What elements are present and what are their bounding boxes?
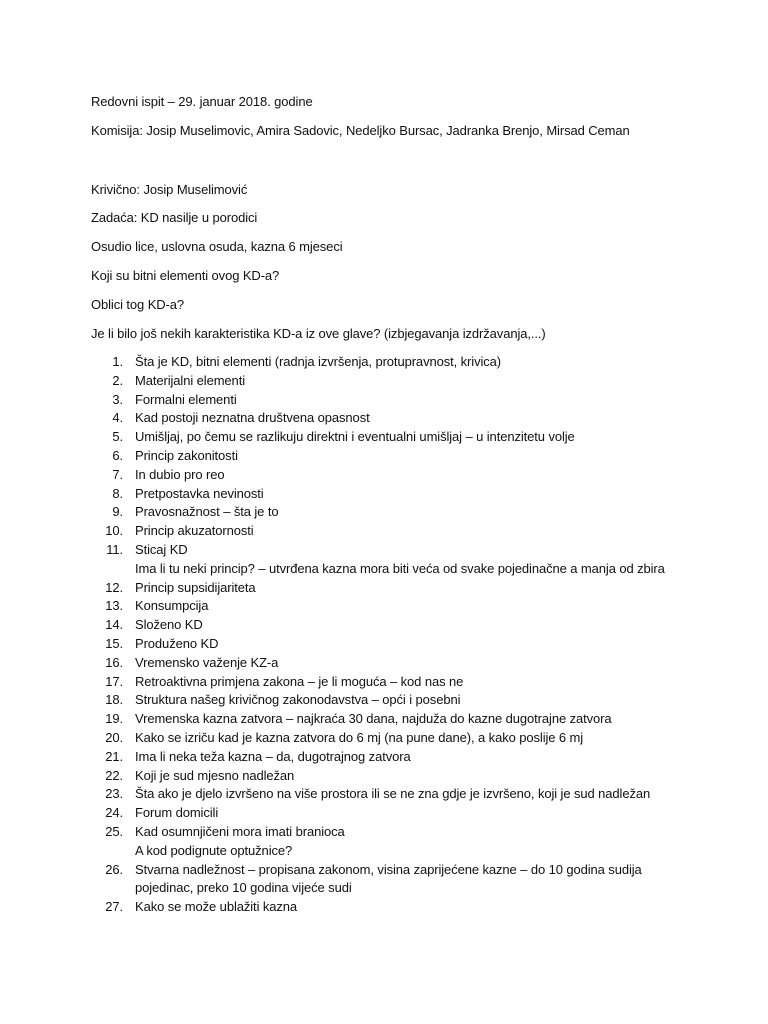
question-number: 1.: [112, 354, 123, 369]
question-item: [91, 579, 731, 598]
question-text: Materijalni elementi: [135, 372, 245, 388]
question-text: Kako se izriču kad je kazna zatvora do 6 mj (na pune dane), a kako poslije 6 mj: [135, 729, 584, 745]
question-text: Forum domicili: [135, 805, 219, 821]
question-number: 2.: [112, 372, 123, 388]
question-text: Produženo KD: [135, 635, 219, 651]
question-item: [91, 522, 731, 541]
question-number: 23.: [105, 786, 123, 802]
question-text: Šta je KD, bitni elementi (radnja izvršenja, protupravnost, krivica): [135, 354, 502, 369]
question-more-line: Je li bilo još nekih karakteristika KD-a iz ove glave? (izbjegavanja izdržavanja,...): [91, 326, 546, 341]
question-number: 18.: [105, 692, 123, 708]
question-number: 26.: [105, 861, 123, 877]
question-number: 16.: [105, 654, 123, 670]
question-number: 19.: [105, 711, 123, 727]
question-item: [91, 541, 731, 579]
question-number: 15.: [105, 635, 123, 651]
question-number: 9.: [112, 504, 123, 520]
question-text: Struktura našeg krivičnog zakonodavstva – opći i posebni: [135, 692, 461, 708]
question-number: 10.: [105, 523, 123, 539]
question-text: Konsumpcija: [135, 598, 209, 614]
question-number: 12.: [105, 579, 123, 595]
question-text: Kako se može ublažiti kazna: [135, 899, 298, 915]
question-continuation: Ima li tu neki princip? – utvrđena kazna mora biti veća od svake pojedinačne a manja od zbira: [135, 560, 665, 576]
commission-line: Komisija: Josip Muselimovic, Amira Sadovic, Nedeljko Bursac, Jadranka Brenjo, Mirsad Ceman: [91, 123, 630, 138]
question-number: 21.: [105, 748, 123, 764]
verdict-line: Osudio lice, uslovna osuda, kazna 6 mjeseci: [91, 239, 343, 254]
question-item: [91, 616, 731, 635]
question-item: [91, 466, 731, 485]
question-text: Retroaktivna primjena zakona – je li moguća – kod nas ne: [135, 673, 464, 689]
question-item: [91, 823, 731, 861]
question-item: [91, 691, 731, 710]
question-item: [91, 748, 731, 767]
question-text: Koji je sud mjesno nadležan: [135, 767, 295, 783]
question-forms-line: Oblici tog KD-a?: [91, 297, 185, 312]
question-number: 14.: [105, 617, 123, 633]
question-number: 3.: [112, 391, 123, 407]
question-item: [91, 673, 731, 692]
question-item: [91, 729, 731, 748]
question-item: [91, 503, 731, 522]
question-number: 4.: [112, 410, 123, 426]
question-text: Princip supsidijariteta: [135, 579, 256, 595]
question-item: [91, 861, 731, 899]
question-text: Formalni elementi: [135, 391, 237, 407]
question-item: [91, 597, 731, 616]
question-number: 24.: [105, 805, 123, 821]
question-text: Vremensko važenje KZ-a: [135, 654, 279, 670]
question-item: [91, 353, 731, 372]
question-text: Sticaj KD: [135, 541, 188, 557]
question-item: [91, 485, 731, 504]
question-item: [91, 372, 731, 391]
question-number: 13.: [105, 598, 123, 614]
question-item: [91, 409, 731, 428]
question-item: [91, 635, 731, 654]
question-item: [91, 428, 731, 447]
question-item: [91, 785, 731, 804]
question-item: [91, 447, 731, 466]
question-item: [91, 767, 731, 786]
question-text: Složeno KD: [135, 617, 203, 633]
question-item: [91, 710, 731, 729]
task-line: Zadaća: KD nasilje u porodici: [91, 210, 258, 225]
question-text: Princip zakonitosti: [135, 447, 238, 463]
question-number: 25.: [105, 823, 123, 839]
question-number: 8.: [112, 485, 123, 501]
question-text: In dubio pro reo: [135, 466, 225, 482]
question-text: Pravosnažnost – šta je to: [135, 504, 279, 520]
question-number: 22.: [105, 767, 123, 783]
question-number: 6.: [112, 447, 123, 463]
subject-line: Krivično: Josip Muselimović: [91, 182, 248, 197]
question-list: [91, 353, 731, 917]
question-item: [91, 898, 731, 917]
question-number: 27.: [105, 899, 123, 915]
question-text: Pretpostavka nevinosti: [135, 485, 264, 501]
question-item: [91, 391, 731, 410]
question-item: [91, 654, 731, 673]
exam-date-heading: Redovni ispit – 29. januar 2018. godine: [91, 94, 313, 109]
question-number: 7.: [112, 466, 123, 482]
question-text: Ima li neka teža kazna – da, dugotrajnog zatvora: [135, 748, 411, 764]
question-number: 17.: [105, 673, 123, 689]
question-text: Šta ako je djelo izvršeno na više prostora ili se ne zna gdje je izvršeno, koji je sud nadležan: [135, 786, 651, 802]
question-continuation: pojedinac, preko 10 godina vijeće sudi: [135, 880, 352, 896]
question-number: 11.: [106, 541, 123, 557]
question-text: Princip akuzatornosti: [135, 523, 254, 539]
question-text: Kad osumnjičeni mora imati branioca: [135, 823, 345, 839]
question-text: Stvarna nadležnost – propisana zakonom, visina zaprijećene kazne – do 10 godina sudija: [135, 861, 642, 877]
question-item: [91, 804, 731, 823]
question-text: Kad postoji neznatna društvena opasnost: [135, 410, 370, 426]
question-elements-line: Koji su bitni elementi ovog KD-a?: [91, 268, 280, 283]
question-number: 5.: [112, 429, 123, 445]
question-text: Umišljaj, po čemu se razlikuju direktni i eventualni umišljaj – u intenzitetu volje: [135, 429, 575, 445]
question-text: Vremenska kazna zatvora – najkraća 30 dana, najduža do kazne dugotrajne zatvora: [135, 711, 612, 727]
question-continuation: A kod podignute optužnice?: [135, 842, 293, 858]
question-number: 20.: [105, 729, 123, 745]
